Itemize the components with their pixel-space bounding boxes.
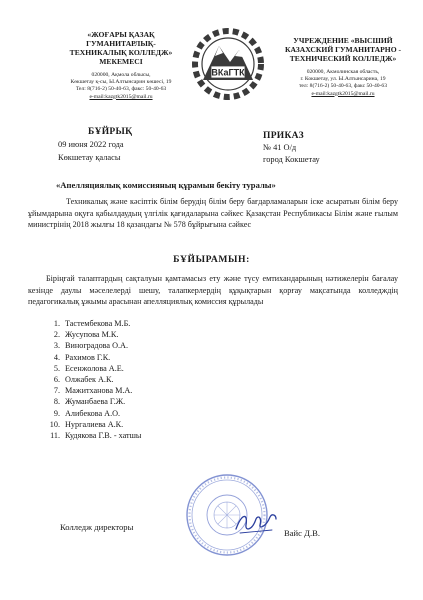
- item-number: 2.: [53, 330, 60, 340]
- org-name-ru: [268, 36, 418, 63]
- item-number: 9.: [53, 408, 60, 418]
- list-item: [30, 419, 141, 430]
- item-number: 1.: [53, 319, 60, 328]
- member-name: Жусупова М.К.: [65, 330, 119, 340]
- list-item: [30, 340, 141, 351]
- item-number: 11.: [50, 431, 60, 441]
- director-name: Вайс Д.В.: [284, 528, 320, 538]
- handwritten-signature: [232, 507, 280, 537]
- member-name: Кудякова Г.В. - хатшы: [65, 431, 142, 441]
- doc-type-ru: ПРИКАЗ: [263, 131, 304, 141]
- list-item: [30, 374, 141, 385]
- address-line: г. Кокшетау, ул. Ы.Алтынсарина, 19: [300, 76, 386, 83]
- logo-text: ВКаГТК: [211, 67, 245, 78]
- list-item: [30, 396, 141, 407]
- item-number: 10.: [49, 419, 60, 429]
- list-item: [30, 318, 141, 329]
- org-line: ТЕХНИКАЛЫҚ КОЛЛЕДЖ»: [69, 48, 173, 57]
- address-line: 020000, Ақмола облысы,: [91, 72, 151, 78]
- address-line: Көкшетау қ-сы, Ы.Алтынсарин көшесі, 19: [70, 79, 172, 86]
- member-name: Виноградова О.А.: [65, 341, 129, 351]
- list-item: [30, 408, 141, 419]
- doc-type-kk: БҰЙРЫҚ: [88, 127, 133, 137]
- list-item: [30, 385, 141, 396]
- org-line: УЧРЕЖДЕНИЕ «ВЫСШИЙ: [293, 36, 393, 45]
- item-number: 8.: [53, 397, 60, 407]
- member-name: Есенжолова А.Е.: [65, 363, 124, 373]
- org-line: МЕКЕМЕСІ: [99, 57, 143, 66]
- address-line: тел: 8(716-2) 50-40-63, факс 50-40-63: [298, 83, 388, 90]
- list-item: [30, 363, 141, 374]
- member-name: Рахимов Г.К.: [65, 352, 111, 362]
- item-number: 6.: [53, 375, 60, 385]
- item-number: 7.: [53, 386, 60, 396]
- item-number: 5.: [53, 363, 60, 373]
- org-address-ru: [268, 69, 418, 98]
- doc-city-ru: город Кокшетау: [263, 155, 320, 164]
- order-paragraph: Біріңғай талаптардың сақталуын қамтамасыз ету және түсу емтихандарының нәтижелерін бағалау кезінде даулы мәселелерді шешу, талапкерлердің құқықтарын қорғау мақсатында колледждің педагогикалық ұжымы арасынан апелляциялық комиссия құрылады: [28, 274, 398, 307]
- org-line: КАЗАХСКИЙ ГУМАНИТАРНО -: [284, 45, 402, 54]
- commission-members-list: [30, 318, 141, 441]
- item-number: 3.: [53, 341, 60, 351]
- college-logo: [189, 26, 267, 102]
- list-item: [30, 352, 141, 363]
- org-line: «ЖОҒАРЫ ҚАЗАҚ: [87, 30, 155, 39]
- member-name: Нургалиева А.К.: [65, 419, 124, 429]
- order-heading: БҰЙЫРАМЫН:: [173, 254, 250, 265]
- address-line: Тел: 8(716-2) 50-40-63, факс: 50-40-63: [75, 86, 167, 93]
- list-item: [30, 329, 141, 340]
- director-title: Колледж директоры: [60, 522, 134, 532]
- org-line: ГУМАНИТАРЛЫҚ-: [86, 39, 156, 48]
- member-name: Олжабек А.К.: [65, 375, 114, 385]
- email-link-ru[interactable]: e-mail:kazgtk2015@mail.ru: [311, 90, 375, 97]
- header-right-ru: [268, 36, 418, 98]
- member-name: Мажитханова М.А.: [65, 386, 133, 396]
- list-item: [30, 430, 141, 441]
- member-name: Алибекова А.О.: [65, 408, 121, 418]
- org-name-kk: [52, 30, 190, 66]
- org-address-kk: [52, 72, 190, 101]
- order-subject: «Апелляциялық комиссияның құрамын бекіту туралы»: [56, 180, 276, 190]
- doc-date: 09 июня 2022 года: [58, 140, 124, 149]
- member-name: Жуманбаева Г.Ж.: [65, 397, 126, 407]
- item-number: 4.: [53, 352, 60, 362]
- doc-city-kk: Көкшетау қаласы: [58, 153, 121, 162]
- preamble-paragraph: Техникалық және кәсіптік білім берудің білім беру бағдарламаларын іске асыратын білім беру ұйымдарына оқуға қабылдаудың үлгілік қағидаларына сәйкес Қазақстан Республикасы Білім және ғылым министрінің 2018 жылғы 18 қазандағы № 578 бұйрығына сәйкес: [28, 197, 398, 230]
- header-left-kk: [52, 30, 190, 101]
- doc-number: № 41 О/д: [263, 143, 297, 152]
- email-link-kk[interactable]: e-mail:kazgtk2015@mail.ru: [89, 93, 153, 100]
- member-name: Тастембекова М.Б.: [65, 319, 131, 328]
- address-line: 020000, Акмолинская область,: [306, 69, 380, 75]
- org-line: ТЕХНИЧЕСКИЙ КОЛЛЕДЖ»: [289, 54, 397, 63]
